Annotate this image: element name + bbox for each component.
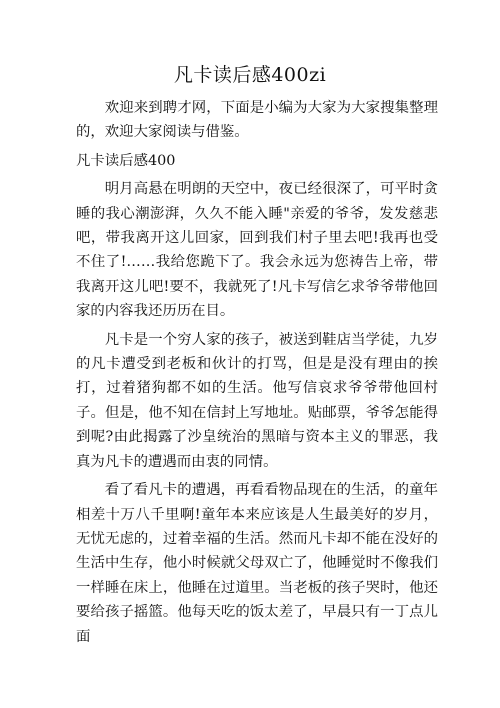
body-paragraph-2: 凡卡是一个穷人家的孩子，被送到鞋店当学徒，九岁的凡卡遭受到老板和伙计的打骂，但是是没有理由的挨打，过着猪狗都不如的生活。他写信哀求爷爷带他回村子。但是，他不知在信封上写地址。贴邮票，爷爷怎能得到呢?由此揭露了沙皇统治的黑暗与资本主义的罪恶，我真为凡卡的遭遇而由衷的同情。 (76, 331, 438, 470)
document-body (76, 96, 438, 653)
document-title: 凡卡读后感400zi (173, 64, 327, 86)
body-paragraph-3: 看了看凡卡的遭遇，再看看物品现在的生活，的童年相差十万八千里啊!童年本来应该是人生最美好的岁月，无忧无虑的，过着幸福的生活。然而凡卡却不能在没好的生活中生存，他小时候就父母双亡了，他睡觉时不像我们一样睡在床上，他睡在过道里。当老板的孩子哭时，他还要给孩子摇篮。他每天吃的饭太差了，早晨只有一丁点儿面 (76, 482, 438, 645)
body-paragraph-1: 明月高悬在明朗的天空中，夜已经很深了，可平时贪睡的我心潮澎湃，久久不能入睡"亲爱的爷爷，发发慈悲吧，带我离开这儿回家，回到我们村子里去吧!我再也受不住了!……我给您跪下了。我会永远为您祷告上帝，带我离开这儿吧!要不，我就死了!凡卡写信乞求爷爷带他回家的内容我还历历在目。 (76, 181, 438, 320)
intro-paragraph: 欢迎来到聘才网，下面是小编为大家为大家搜集整理的，欢迎大家阅读与借鉴。 (76, 100, 438, 141)
section-subtitle: 凡卡读后感400 (76, 152, 176, 169)
